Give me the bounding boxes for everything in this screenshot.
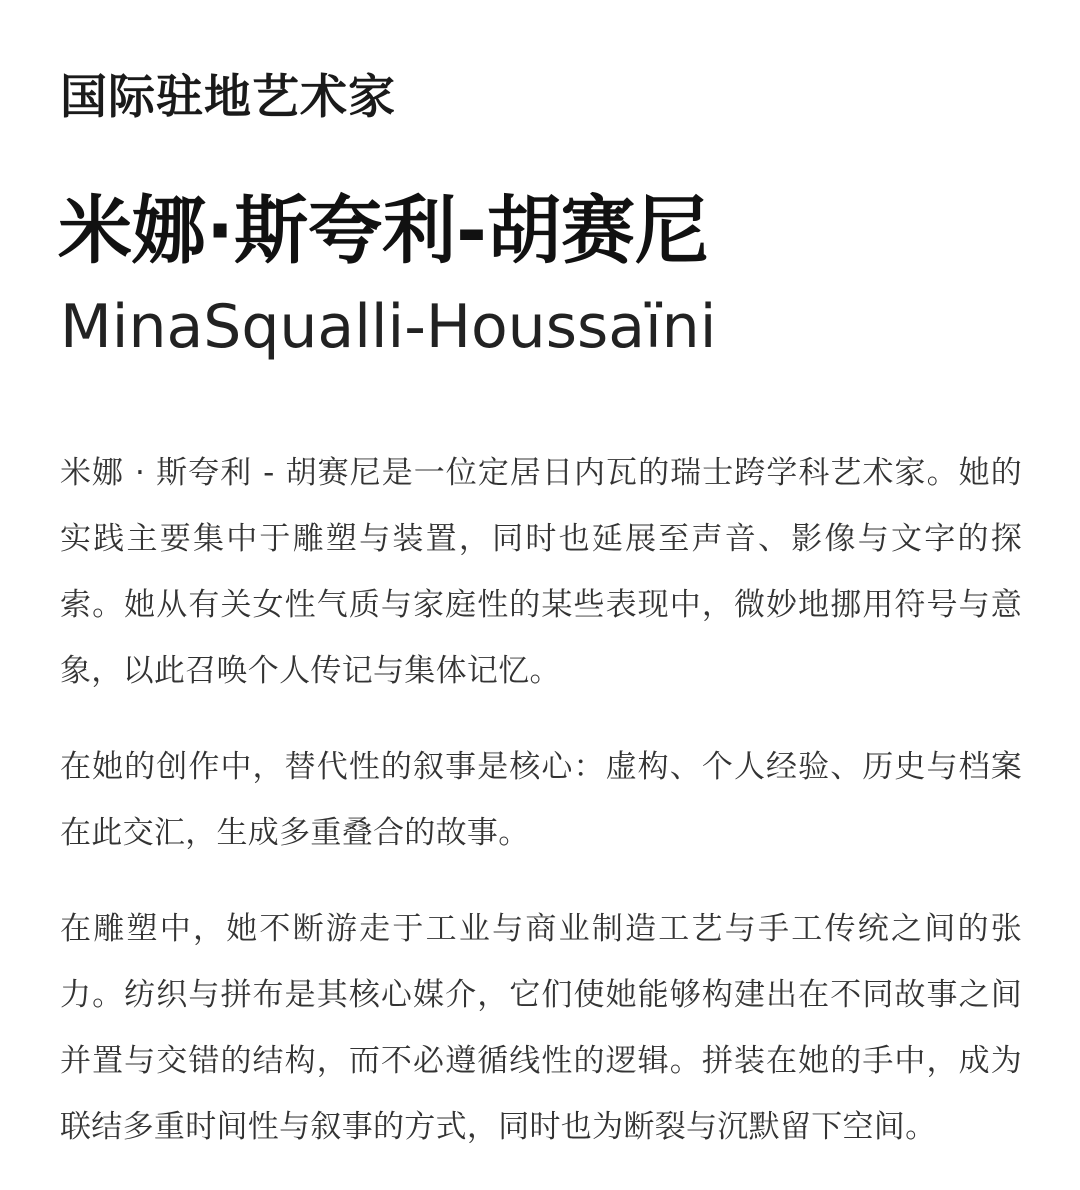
section-label: 国际驻地艺术家 xyxy=(60,70,396,125)
artist-name-chinese: 米娜·斯夸利-胡赛尼 xyxy=(58,188,709,274)
body-paragraph-1: 米娜 · 斯夸利 - 胡赛尼是一位定居日内瓦的瑞士跨学科艺术家。她的实践主要集中于雕塑与装置，同时也延展至声音、影像与文字的探索。她从有关女性气质与家庭性的某些表现中，微妙地挪用符号与意象，以此召唤个人传记与集体记忆。 xyxy=(60,455,1022,689)
artist-name-english: MinaSqualli-Houssaïni xyxy=(60,292,717,362)
body-paragraph-3: 在雕塑中，她不断游走于工业与商业制造工艺与手工传统之间的张力。纺织与拼布是其核心媒介，它们使她能够构建出在不同故事之间并置与交错的结构，而不必遵循线性的逻辑。拼装在她的手中，成为联结多重时间性与叙事的方式，同时也为断裂与沉默留下空间。 xyxy=(60,911,1022,1145)
article-body xyxy=(60,440,1022,1190)
body-paragraph-2: 在她的创作中，替代性的叙事是核心：虚构、个人经验、历史与档案在此交汇，生成多重叠合的故事。 xyxy=(60,749,1022,851)
